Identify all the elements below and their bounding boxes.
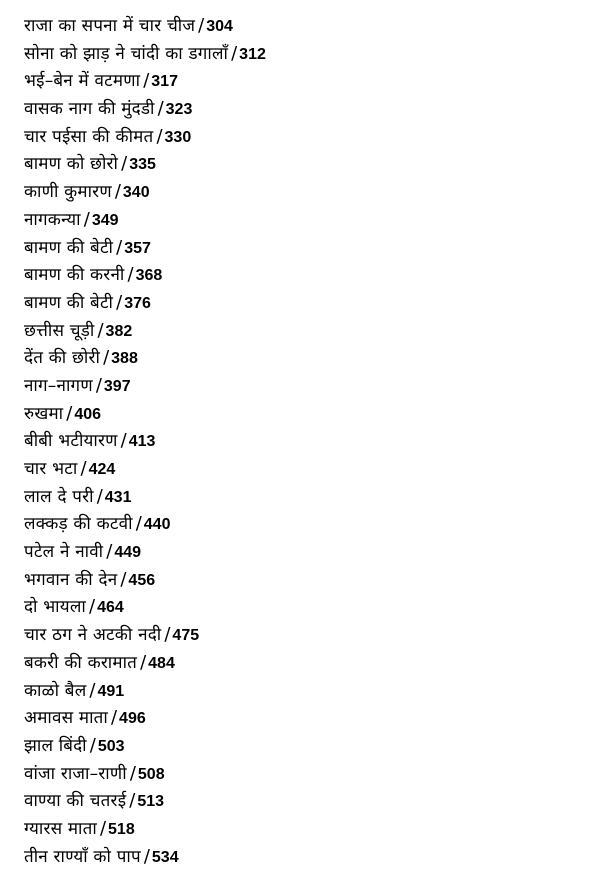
toc-entry-title: ग्यारस माता xyxy=(24,818,97,839)
toc-entry-page-number: 456 xyxy=(128,571,156,589)
toc-entry-page-number: 508 xyxy=(137,765,165,783)
toc-entry-title: दो भायला xyxy=(24,597,86,618)
toc-entry xyxy=(24,150,584,178)
separator-slash: / xyxy=(110,707,118,729)
separator-slash: / xyxy=(114,181,121,203)
toc-entry-title: बामण की करनी xyxy=(24,265,125,286)
toc-entry xyxy=(24,621,584,649)
toc-entry xyxy=(24,593,584,621)
toc-entry-title: रुखमा xyxy=(24,403,64,424)
toc-entry xyxy=(24,123,584,151)
separator-slash: / xyxy=(198,15,205,36)
toc-entry-page-number: 413 xyxy=(128,433,156,451)
separator-slash: / xyxy=(120,430,127,452)
toc-entry-page-number: 464 xyxy=(97,599,124,617)
toc-entry-title: लक्कड़ की कटवी xyxy=(24,514,133,535)
separator-slash: / xyxy=(106,541,113,563)
separator-slash: / xyxy=(164,624,171,646)
toc-entry-title: नाग–नागण xyxy=(24,375,93,396)
separator-slash: / xyxy=(66,402,73,424)
toc-entry-title: भगवान की देन xyxy=(24,569,118,590)
toc-entry-page-number: 304 xyxy=(206,18,233,35)
toc-entry-page-number: 534 xyxy=(151,848,179,866)
toc-entry-page-number: 406 xyxy=(74,405,102,423)
separator-slash: / xyxy=(97,319,104,341)
toc-entry-page-number: 424 xyxy=(88,461,116,478)
toc-entry xyxy=(24,510,584,538)
toc-entry xyxy=(24,344,584,372)
toc-entry-title: वांजा राजा–राणी xyxy=(24,763,127,784)
separator-slash: / xyxy=(129,762,136,784)
toc-entry-page-number: 513 xyxy=(137,793,165,811)
toc-entry-title: नागकन्या xyxy=(24,209,81,230)
separator-slash: / xyxy=(156,125,163,147)
separator-slash: / xyxy=(140,651,147,673)
separator-slash: / xyxy=(95,374,102,396)
separator-slash: / xyxy=(121,153,128,175)
toc-entry xyxy=(24,760,584,788)
toc-entry-title: चार भटा xyxy=(24,459,78,479)
separator-slash: / xyxy=(103,347,110,369)
toc-entry xyxy=(24,95,584,123)
separator-slash: / xyxy=(143,845,150,867)
toc-entry-title: बामण की बेटी xyxy=(24,292,114,313)
toc-entry-title: अमावस माता xyxy=(24,708,108,729)
toc-entry-page-number: 340 xyxy=(122,184,150,202)
toc-entry xyxy=(24,40,584,68)
toc-entry-page-number: 518 xyxy=(108,820,135,838)
toc-entry-page-number: 376 xyxy=(124,294,151,312)
toc-entry-page-number: 349 xyxy=(91,211,119,229)
toc-entry-page-number: 335 xyxy=(129,156,156,174)
toc-entry xyxy=(24,178,584,206)
toc-entry-title: बीबी भटीयारण xyxy=(24,431,118,452)
separator-slash: / xyxy=(116,291,123,313)
toc-entry xyxy=(24,649,584,677)
separator-slash: / xyxy=(120,568,127,590)
separator-slash: / xyxy=(89,734,96,756)
separator-slash: / xyxy=(88,596,96,618)
table-of-contents xyxy=(24,12,584,870)
toc-entry-title: भई–बेन में वटमणा xyxy=(24,71,141,92)
toc-entry-title: वासक नाग की मुंदडी xyxy=(24,99,155,120)
toc-entry-title: चार पईसा की कीमत xyxy=(24,126,154,147)
toc-entry-title: बामण को छोरो xyxy=(24,154,119,175)
separator-slash: / xyxy=(127,264,134,286)
toc-entry-page-number: 357 xyxy=(124,239,151,257)
toc-entry-title: काणी कुमारण xyxy=(24,182,112,203)
separator-slash: / xyxy=(83,208,90,230)
toc-entry xyxy=(24,372,584,400)
toc-entry xyxy=(24,483,584,511)
toc-entry-title: छत्तीस चूड़ी xyxy=(24,320,95,341)
toc-entry xyxy=(24,566,584,594)
separator-slash: / xyxy=(143,70,150,92)
toc-entry xyxy=(24,538,584,566)
toc-entry-title: तीन राण्याँ को पाप xyxy=(24,846,141,867)
toc-entry-title: चार ठग ने अटकी नदी xyxy=(24,625,162,646)
toc-entry-page-number: 440 xyxy=(143,516,171,534)
toc-entry xyxy=(24,67,584,95)
toc-entry xyxy=(24,815,584,843)
separator-slash: / xyxy=(129,790,136,812)
toc-entry xyxy=(24,677,584,705)
toc-entry xyxy=(24,234,584,262)
toc-entry xyxy=(24,427,584,455)
toc-entry xyxy=(24,261,584,289)
separator-slash: / xyxy=(89,679,96,701)
toc-entry-page-number: 382 xyxy=(105,322,133,340)
toc-entry-page-number: 368 xyxy=(135,267,163,285)
toc-entry-title: लाल दे परी xyxy=(24,486,94,507)
separator-slash: / xyxy=(116,236,123,258)
toc-entry xyxy=(24,12,584,40)
toc-entry-page-number: 496 xyxy=(119,710,146,728)
toc-entry-page-number: 330 xyxy=(164,128,192,146)
toc-entry xyxy=(24,843,584,871)
toc-entry-title: सोना को झाड़ ने चांदी का डगालाँ xyxy=(24,43,229,64)
toc-entry-page-number: 491 xyxy=(97,682,125,700)
separator-slash: / xyxy=(99,817,107,839)
separator-slash: / xyxy=(96,485,103,507)
toc-entry xyxy=(24,317,584,345)
separator-slash: / xyxy=(135,513,142,535)
toc-entry xyxy=(24,206,584,234)
toc-entry-title: झाल बिंदी xyxy=(24,735,87,756)
separator-slash: / xyxy=(80,458,87,479)
toc-entry xyxy=(24,289,584,317)
toc-entry-page-number: 317 xyxy=(151,73,178,91)
toc-entry-page-number: 388 xyxy=(111,350,138,368)
toc-entry-title: बामण की बेटी xyxy=(24,237,114,258)
toc-entry-title: देंत की छोरी xyxy=(24,348,101,369)
toc-entry-title: वाण्या की चतरई xyxy=(24,791,127,812)
toc-entry xyxy=(24,732,584,760)
toc-entry-title: राजा का सपना में चार चीज xyxy=(24,16,196,36)
toc-entry-page-number: 431 xyxy=(104,488,132,506)
separator-slash: / xyxy=(231,42,238,64)
toc-entry-title: बकरी की करामात xyxy=(24,652,138,673)
separator-slash: / xyxy=(157,98,164,120)
toc-entry-title: पटेल ने नावी xyxy=(24,542,104,563)
toc-entry-page-number: 312 xyxy=(239,45,266,63)
toc-entry xyxy=(24,455,584,483)
toc-entry-title: काळो बैल xyxy=(24,680,87,701)
toc-entry-page-number: 475 xyxy=(172,627,200,645)
toc-entry xyxy=(24,787,584,815)
toc-entry-page-number: 449 xyxy=(114,544,142,562)
toc-entry-page-number: 503 xyxy=(97,737,125,755)
toc-entry-page-number: 397 xyxy=(103,377,131,395)
toc-entry xyxy=(24,704,584,732)
toc-entry-page-number: 323 xyxy=(165,101,193,119)
toc-entry xyxy=(24,400,584,428)
toc-entry-page-number: 484 xyxy=(148,654,175,672)
